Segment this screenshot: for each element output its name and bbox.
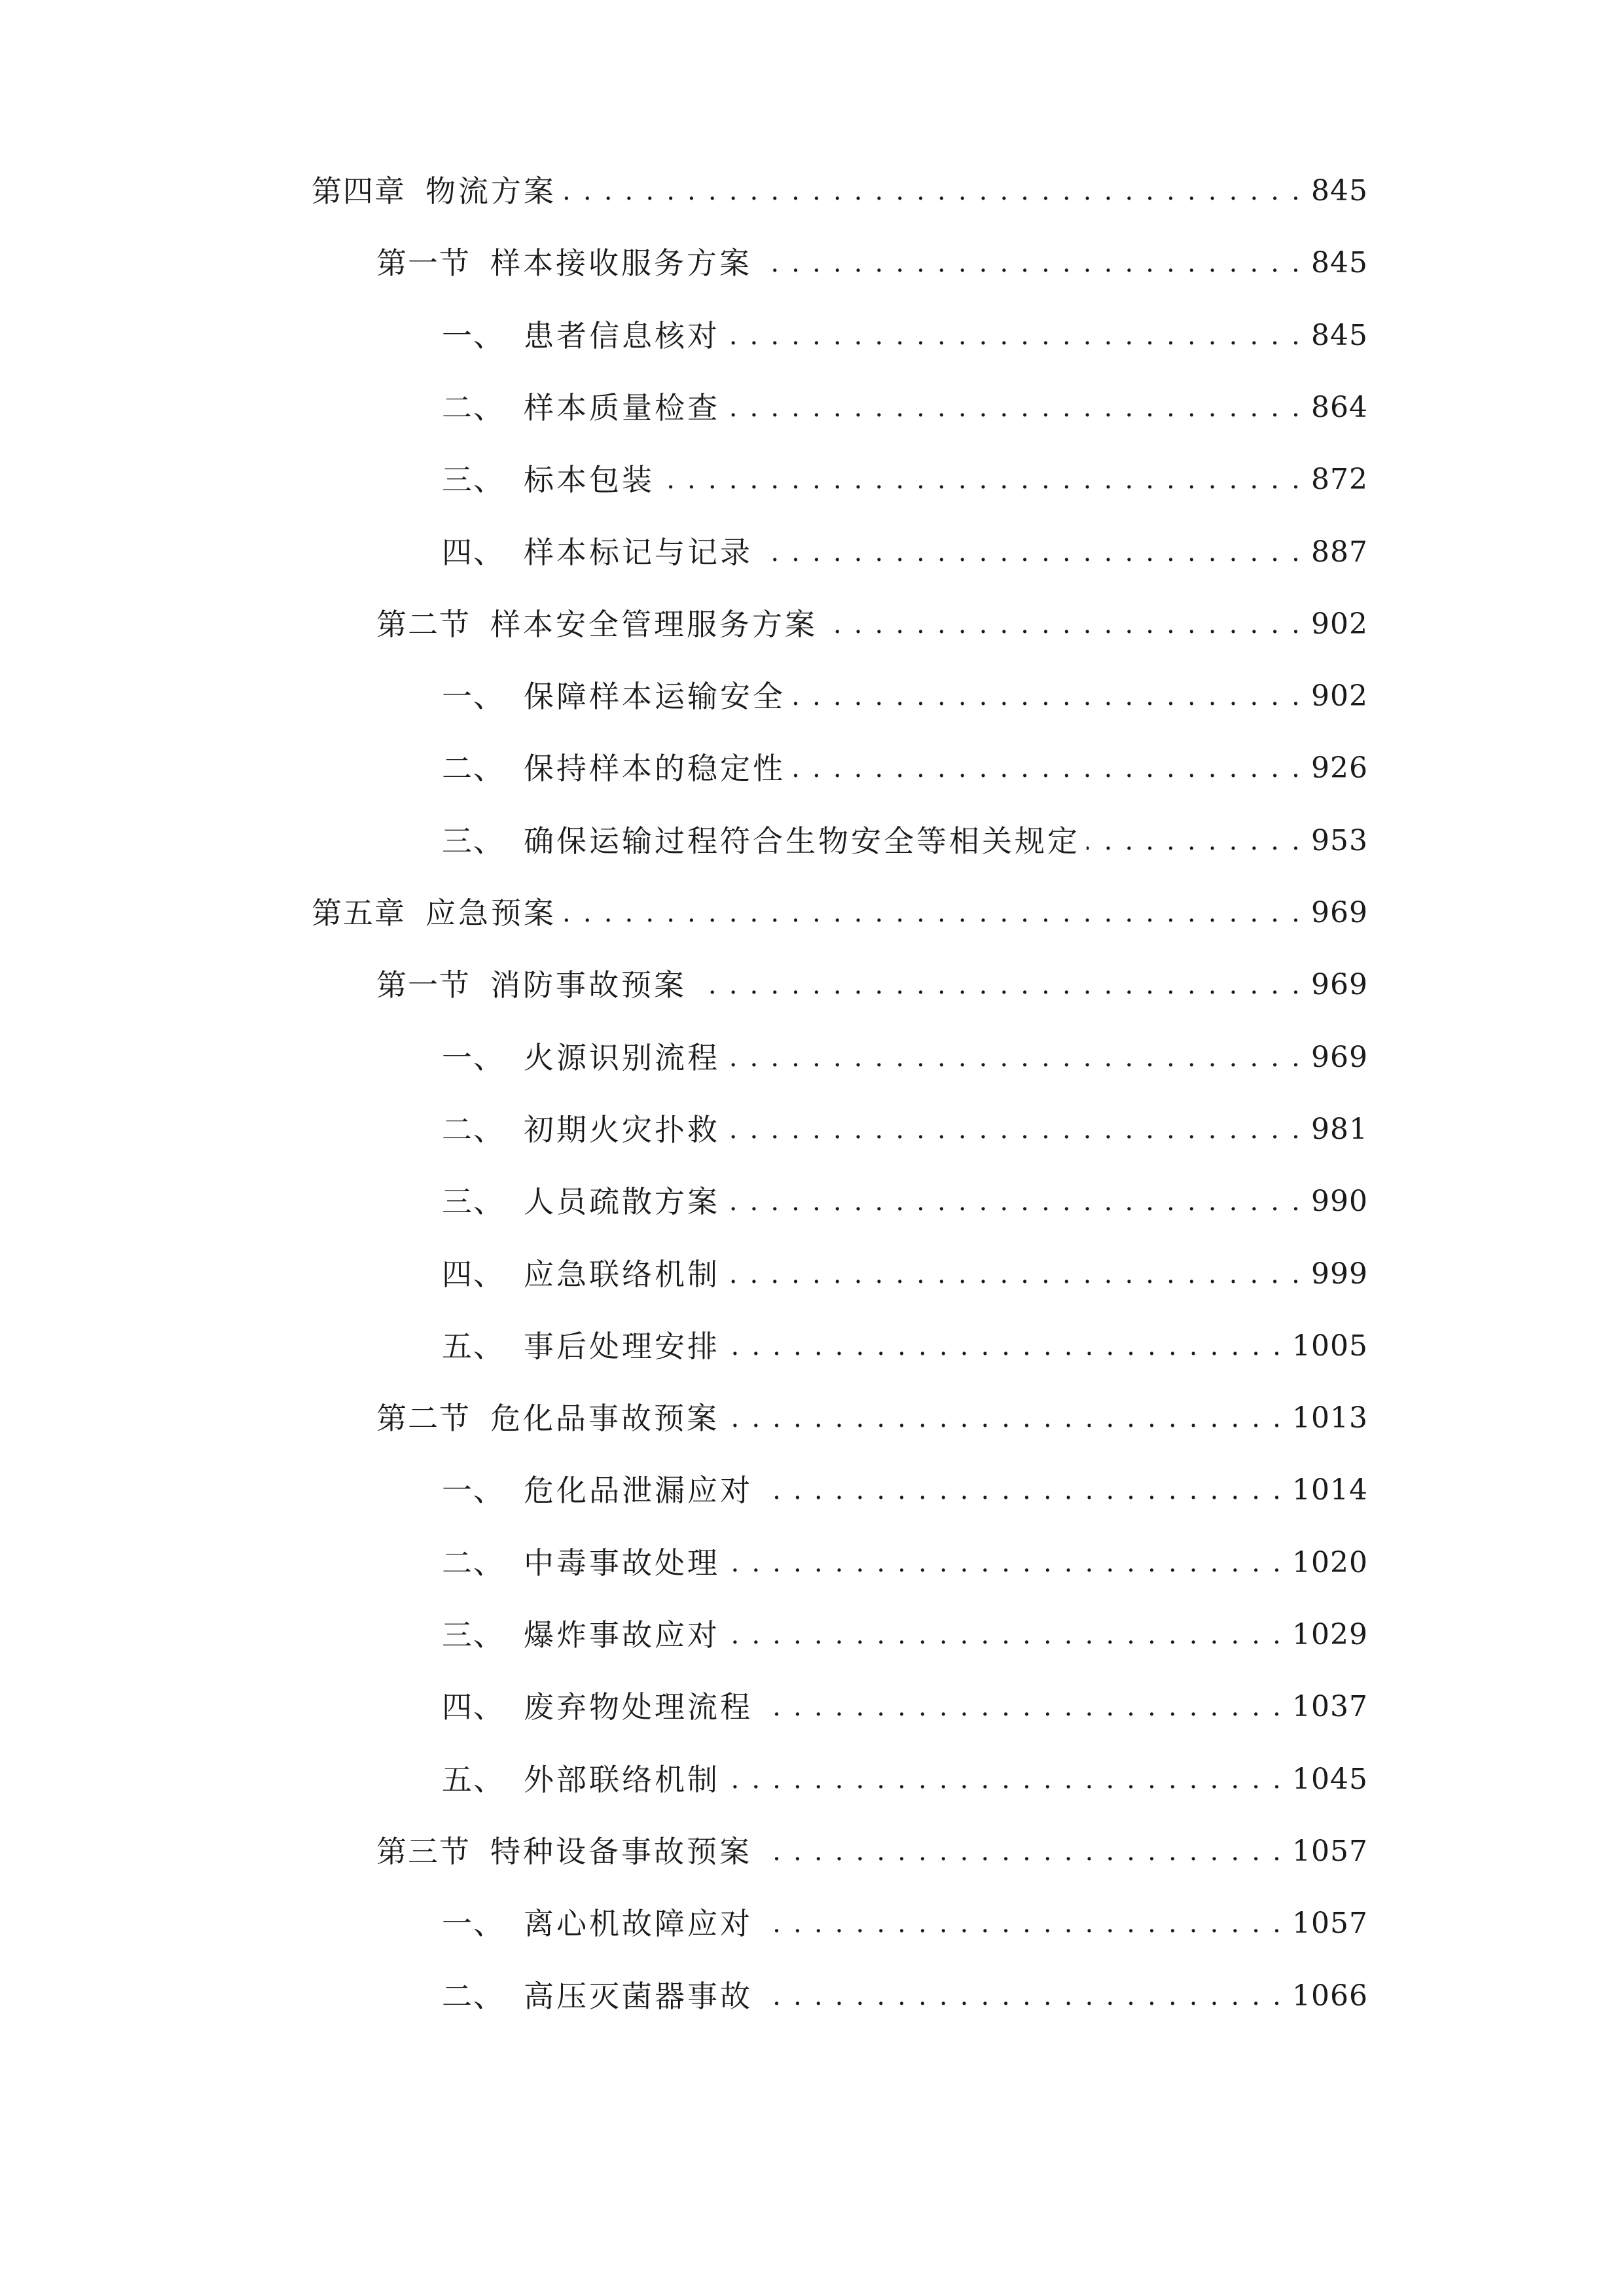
toc-entry-number: 一、: [442, 679, 505, 714]
toc-entry-title: 样本接收服务方案: [490, 245, 752, 281]
dot-leader: [727, 1103, 1302, 1156]
dot-leader: [563, 165, 1302, 217]
dot-leader: [661, 454, 1302, 506]
toc-entry-number: 第一节: [376, 967, 471, 1003]
toc-entry-title: 离心机故障应对: [524, 1906, 753, 1941]
toc-entry-page-number: 990: [1311, 1185, 1368, 1218]
dot-leader: [759, 237, 1302, 289]
toc-entry-title: 中毒事故处理: [524, 1545, 720, 1581]
toc-entry-number: 三、: [442, 462, 505, 497]
toc-entry[interactable]: [442, 1753, 1368, 1806]
toc-entry-number: 一、: [442, 318, 505, 353]
toc-entry-title: 确保运输过程符合生物安全等相关规定: [524, 823, 1080, 859]
toc-entry-number: 二、: [442, 751, 505, 786]
dot-leader: [563, 887, 1302, 939]
dot-leader: [759, 1681, 1283, 1733]
toc-entry-title: 外部联络机制: [524, 1762, 720, 1797]
toc-entry-number: 二、: [442, 1545, 505, 1581]
toc-entry-title: 样本安全管理服务方案: [490, 607, 818, 642]
toc-entry-page-number: 887: [1311, 535, 1368, 569]
toc-entry-title: 保持样本的稳定性: [524, 751, 785, 786]
toc-entry-number: 二、: [442, 1979, 505, 2014]
toc-entry[interactable]: [442, 1031, 1368, 1084]
dot-leader: [759, 1970, 1283, 2022]
toc-entry[interactable]: [376, 1825, 1368, 1878]
dot-leader: [727, 1031, 1302, 1084]
dot-leader: [759, 1825, 1283, 1878]
toc-entry-title: 人员疏散方案: [524, 1184, 720, 1219]
toc-entry-page-number: 999: [1311, 1257, 1368, 1291]
toc-entry-number: 第一节: [376, 245, 471, 281]
toc-entry-number: 二、: [442, 1112, 505, 1147]
toc-entry-number: 四、: [442, 1257, 505, 1292]
toc-entry-number: 一、: [442, 1040, 505, 1075]
toc-entry[interactable]: [442, 454, 1368, 506]
toc-entry-page-number: 845: [1311, 319, 1368, 352]
toc-entry-number: 五、: [442, 1329, 505, 1364]
toc-entry-title: 爆炸事故应对: [524, 1617, 720, 1653]
toc-entry-page-number: 1037: [1292, 1690, 1368, 1723]
dot-leader: [727, 1753, 1283, 1806]
toc-entry-title: 应急预案: [425, 895, 556, 931]
toc-entry[interactable]: [442, 1320, 1368, 1372]
dot-leader: [726, 1392, 1283, 1444]
toc-entry-number: 四、: [442, 535, 505, 570]
toc-entry-number: 四、: [442, 1689, 505, 1725]
toc-entry-number: 二、: [442, 390, 505, 425]
toc-entry[interactable]: [442, 526, 1368, 579]
toc-entry[interactable]: [376, 237, 1368, 289]
dot-leader: [727, 1609, 1283, 1661]
toc-entry[interactable]: [376, 1392, 1368, 1444]
toc-entry-page-number: 872: [1311, 463, 1368, 496]
dot-leader: [792, 742, 1302, 795]
toc-entry-title: 火源识别流程: [524, 1040, 720, 1075]
toc-entry-title: 应急联络机制: [524, 1257, 720, 1292]
toc-entry[interactable]: [376, 959, 1368, 1011]
toc-entry[interactable]: [442, 1609, 1368, 1661]
toc-entry-number: 五、: [442, 1762, 505, 1797]
dot-leader: [727, 382, 1302, 434]
toc-entry-number: 一、: [442, 1906, 505, 1941]
toc-entry-page-number: 864: [1311, 391, 1368, 424]
toc-entry[interactable]: [442, 1970, 1368, 2022]
toc-entry-number: 第三节: [376, 1834, 471, 1869]
toc-entry[interactable]: [442, 1103, 1368, 1156]
toc-entry[interactable]: [442, 670, 1368, 723]
toc-entry-title: 物流方案: [425, 173, 556, 209]
toc-entry-page-number: 926: [1311, 751, 1368, 785]
dot-leader: [727, 1537, 1283, 1589]
toc-entry-page-number: 1057: [1292, 1835, 1368, 1868]
toc-entry-page-number: 1013: [1292, 1401, 1368, 1435]
toc-entry-number: 第二节: [376, 1401, 471, 1436]
toc-entry-title: 消防事故预案: [490, 967, 687, 1003]
toc-entry[interactable]: [442, 1175, 1368, 1228]
toc-entry-title: 危化品事故预案: [490, 1401, 719, 1436]
toc-entry[interactable]: [376, 598, 1368, 651]
dot-leader: [824, 598, 1302, 651]
toc-entry[interactable]: [442, 1897, 1368, 1950]
toc-entry-page-number: 1005: [1292, 1329, 1368, 1363]
toc-entry-number: 三、: [442, 1617, 505, 1653]
toc-entry-page-number: 1014: [1292, 1473, 1368, 1507]
toc-entry-number: 第二节: [376, 607, 471, 642]
dot-leader: [1087, 815, 1302, 867]
dot-leader: [759, 1897, 1283, 1950]
toc-entry-title: 保障样本运输安全: [524, 679, 785, 714]
toc-entry[interactable]: [312, 887, 1368, 939]
toc-entry-page-number: 969: [1311, 968, 1368, 1001]
toc-entry[interactable]: [442, 310, 1368, 362]
toc-entry-number: 一、: [442, 1473, 505, 1508]
dot-leader: [759, 526, 1302, 579]
toc-entry-page-number: 902: [1311, 607, 1368, 641]
toc-entry-title: 初期火灾扑救: [524, 1112, 720, 1147]
toc-entry-title: 标本包装: [524, 462, 655, 497]
dot-leader: [759, 1464, 1283, 1516]
toc-entry-page-number: 1057: [1292, 1907, 1368, 1940]
dot-leader: [792, 670, 1302, 723]
toc-entry-page-number: 953: [1311, 824, 1368, 857]
toc-entry-page-number: 1020: [1292, 1546, 1368, 1579]
toc-entry-title: 事后处理安排: [524, 1329, 720, 1364]
toc-entry-page-number: 969: [1311, 896, 1368, 929]
toc-entry[interactable]: [442, 382, 1368, 434]
dot-leader: [727, 1175, 1302, 1228]
toc-entry-page-number: 1066: [1292, 1979, 1368, 2013]
toc-entry[interactable]: [442, 815, 1368, 867]
toc-entry-page-number: 845: [1311, 174, 1368, 207]
toc-entry[interactable]: [442, 742, 1368, 795]
toc-entry-page-number: 969: [1311, 1041, 1368, 1074]
toc-entry-title: 样本标记与记录: [524, 535, 753, 570]
toc-entry-title: 高压灭菌器事故: [524, 1979, 753, 2014]
toc-entry-page-number: 902: [1311, 679, 1368, 713]
toc-entry-number: 三、: [442, 823, 505, 859]
toc-entry[interactable]: [442, 1681, 1368, 1733]
toc-entry-title: 废弃物处理流程: [524, 1689, 753, 1725]
toc-entry-title: 样本质量检查: [524, 390, 720, 425]
dot-leader: [727, 1248, 1302, 1300]
toc-entry-number: 三、: [442, 1184, 505, 1219]
toc-entry[interactable]: [312, 165, 1368, 217]
toc-entry-number: 第四章: [312, 173, 406, 209]
toc-entry[interactable]: [442, 1248, 1368, 1300]
dot-leader: [727, 310, 1302, 362]
toc-entry[interactable]: [442, 1464, 1368, 1516]
toc-entry-page-number: 981: [1311, 1113, 1368, 1146]
dot-leader: [727, 1320, 1283, 1372]
toc-entry-title: 患者信息核对: [524, 318, 720, 353]
toc-entry-title: 特种设备事故预案: [490, 1834, 752, 1869]
toc-entry-page-number: 1045: [1292, 1763, 1368, 1796]
toc-entry-number: 第五章: [312, 895, 406, 931]
toc-entry-title: 危化品泄漏应对: [524, 1473, 753, 1508]
toc-entry[interactable]: [442, 1537, 1368, 1589]
toc-entry-page-number: 845: [1311, 246, 1368, 279]
toc-entry-page-number: 1029: [1292, 1618, 1368, 1651]
dot-leader: [693, 959, 1302, 1011]
